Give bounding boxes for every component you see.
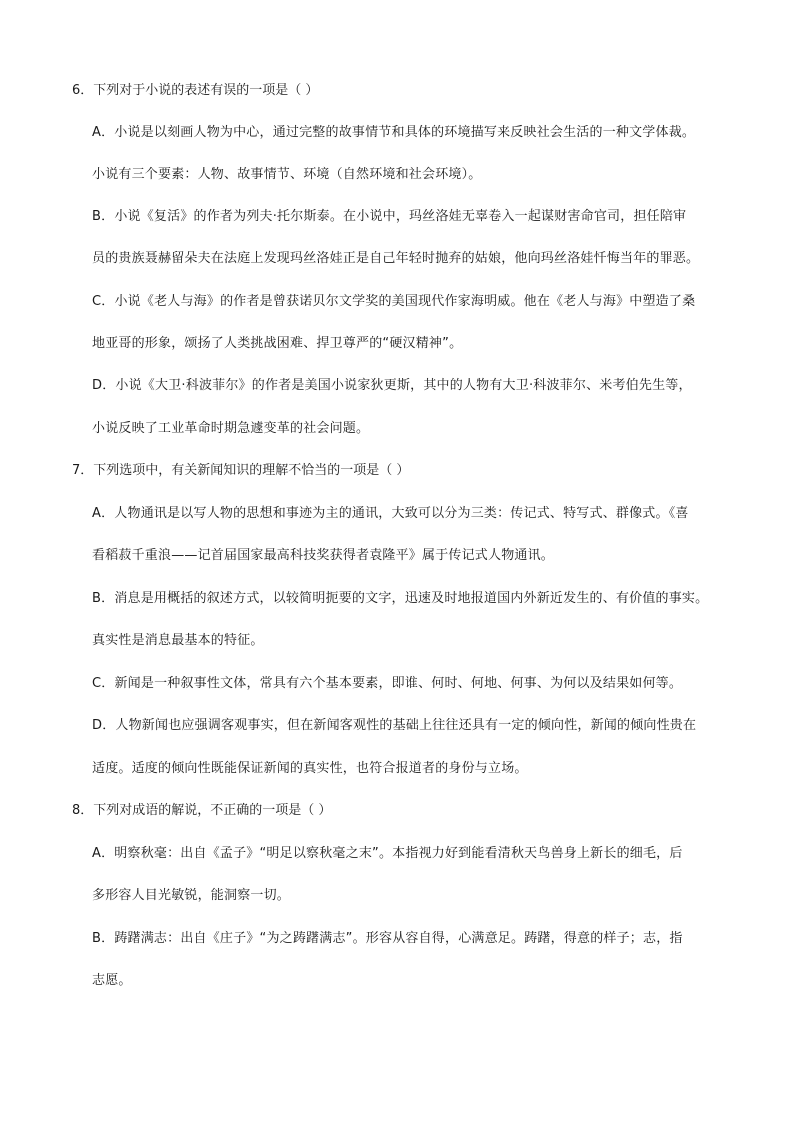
question-7-option-a-line-1: A．人物通讯是以写人物的思想和事迹为主的通讯，大致可以分为三类：传记式、特写式、群像式。《喜	[92, 506, 689, 521]
question-7-option-d-line-2: 适度。适度的倾向性既能保证新闻的真实性，也符合报道者的身份与立场。	[92, 761, 528, 776]
question-6-option-a-line-2: 小说有三个要素：人物、故事情节、环境（自然环境和社会环境）。	[92, 167, 482, 182]
question-6-option-a-line-1: A．小说是以刻画人物为中心，通过完整的故事情节和具体的环境描写来反映社会生活的一种文学体裁。	[92, 125, 696, 140]
question-7-option-c-line-1: C．新闻是一种叙事性文体，常具有六个基本要素，即谁、何时、何地、何事、为何以及结果如何等。	[92, 676, 683, 691]
question-7-option-b-line-2: 真实性是消息最基本的特征。	[92, 633, 264, 648]
question-8-option-b-line-2: 志愿。	[92, 973, 132, 988]
question-6-option-d-line-2: 小说反映了工业革命时期急遽变革的社会问题。	[92, 421, 370, 436]
question-7-option-d-line-1: D．人物新闻也应强调客观事实，但在新闻客观性的基础上往往还具有一定的倾向性，新闻的倾向性贵在	[92, 718, 697, 733]
question-8-option-b-line-1: B．踌躇满志：出自《庄子》“为之踌躇满志”。形容从容自得，心满意足。踌躇，得意的样子；志，指	[92, 931, 683, 946]
question-6-option-c-line-2: 地亚哥的形象，颂扬了人类挑战困难、捍卫尊严的“硬汉精神”。	[92, 336, 463, 351]
question-7-option-b-line-1: B．消息是用概括的叙述方式，以较简明扼要的文字，迅速及时地报道国内外新近发生的、有价值的事实。	[92, 591, 709, 606]
question-6-stem: 6．下列对于小说的表述有误的一项是（ ）	[72, 83, 319, 98]
question-6-option-d-line-1: D．小说《大卫·科波菲尔》的作者是美国小说家狄更斯，其中的人物有大卫·科波菲尔、米考伯先生等，	[92, 378, 692, 393]
question-6-option-b-line-1: B．小说《复活》的作者为列夫·托尔斯泰。在小说中，玛丝洛娃无辜卷入一起谋财害命官司，担任陪审	[92, 209, 687, 224]
question-8-option-a-line-1: A．明察秋毫：出自《孟子》“明足以察秋毫之末”。本指视力好到能看清秋天鸟兽身上新长的细毛，后	[92, 846, 683, 861]
question-8-stem: 8．下列对成语的解说，不正确的一项是（ ）	[72, 803, 332, 818]
question-6-option-c-line-1: C．小说《老人与海》的作者是曾获诺贝尔文学奖的美国现代作家海明威。他在《老人与海》中塑造了桑	[92, 294, 696, 309]
question-7-stem: 7．下列选项中，有关新闻知识的理解不恰当的一项是（ ）	[72, 463, 410, 478]
question-7-option-a-line-2: 看稻菽千重浪——记首届国家最高科技奖获得者袁隆平》属于传记式人物通讯。	[92, 548, 555, 563]
question-6-option-b-line-2: 员的贵族聂赫留朵夫在法庭上发现玛丝洛娃正是自己年轻时抛弃的姑娘，他向玛丝洛娃忏悔当年的罪恶。	[92, 251, 700, 266]
question-8-option-a-line-2: 多形容人目光敏锐，能洞察一切。	[92, 888, 291, 903]
